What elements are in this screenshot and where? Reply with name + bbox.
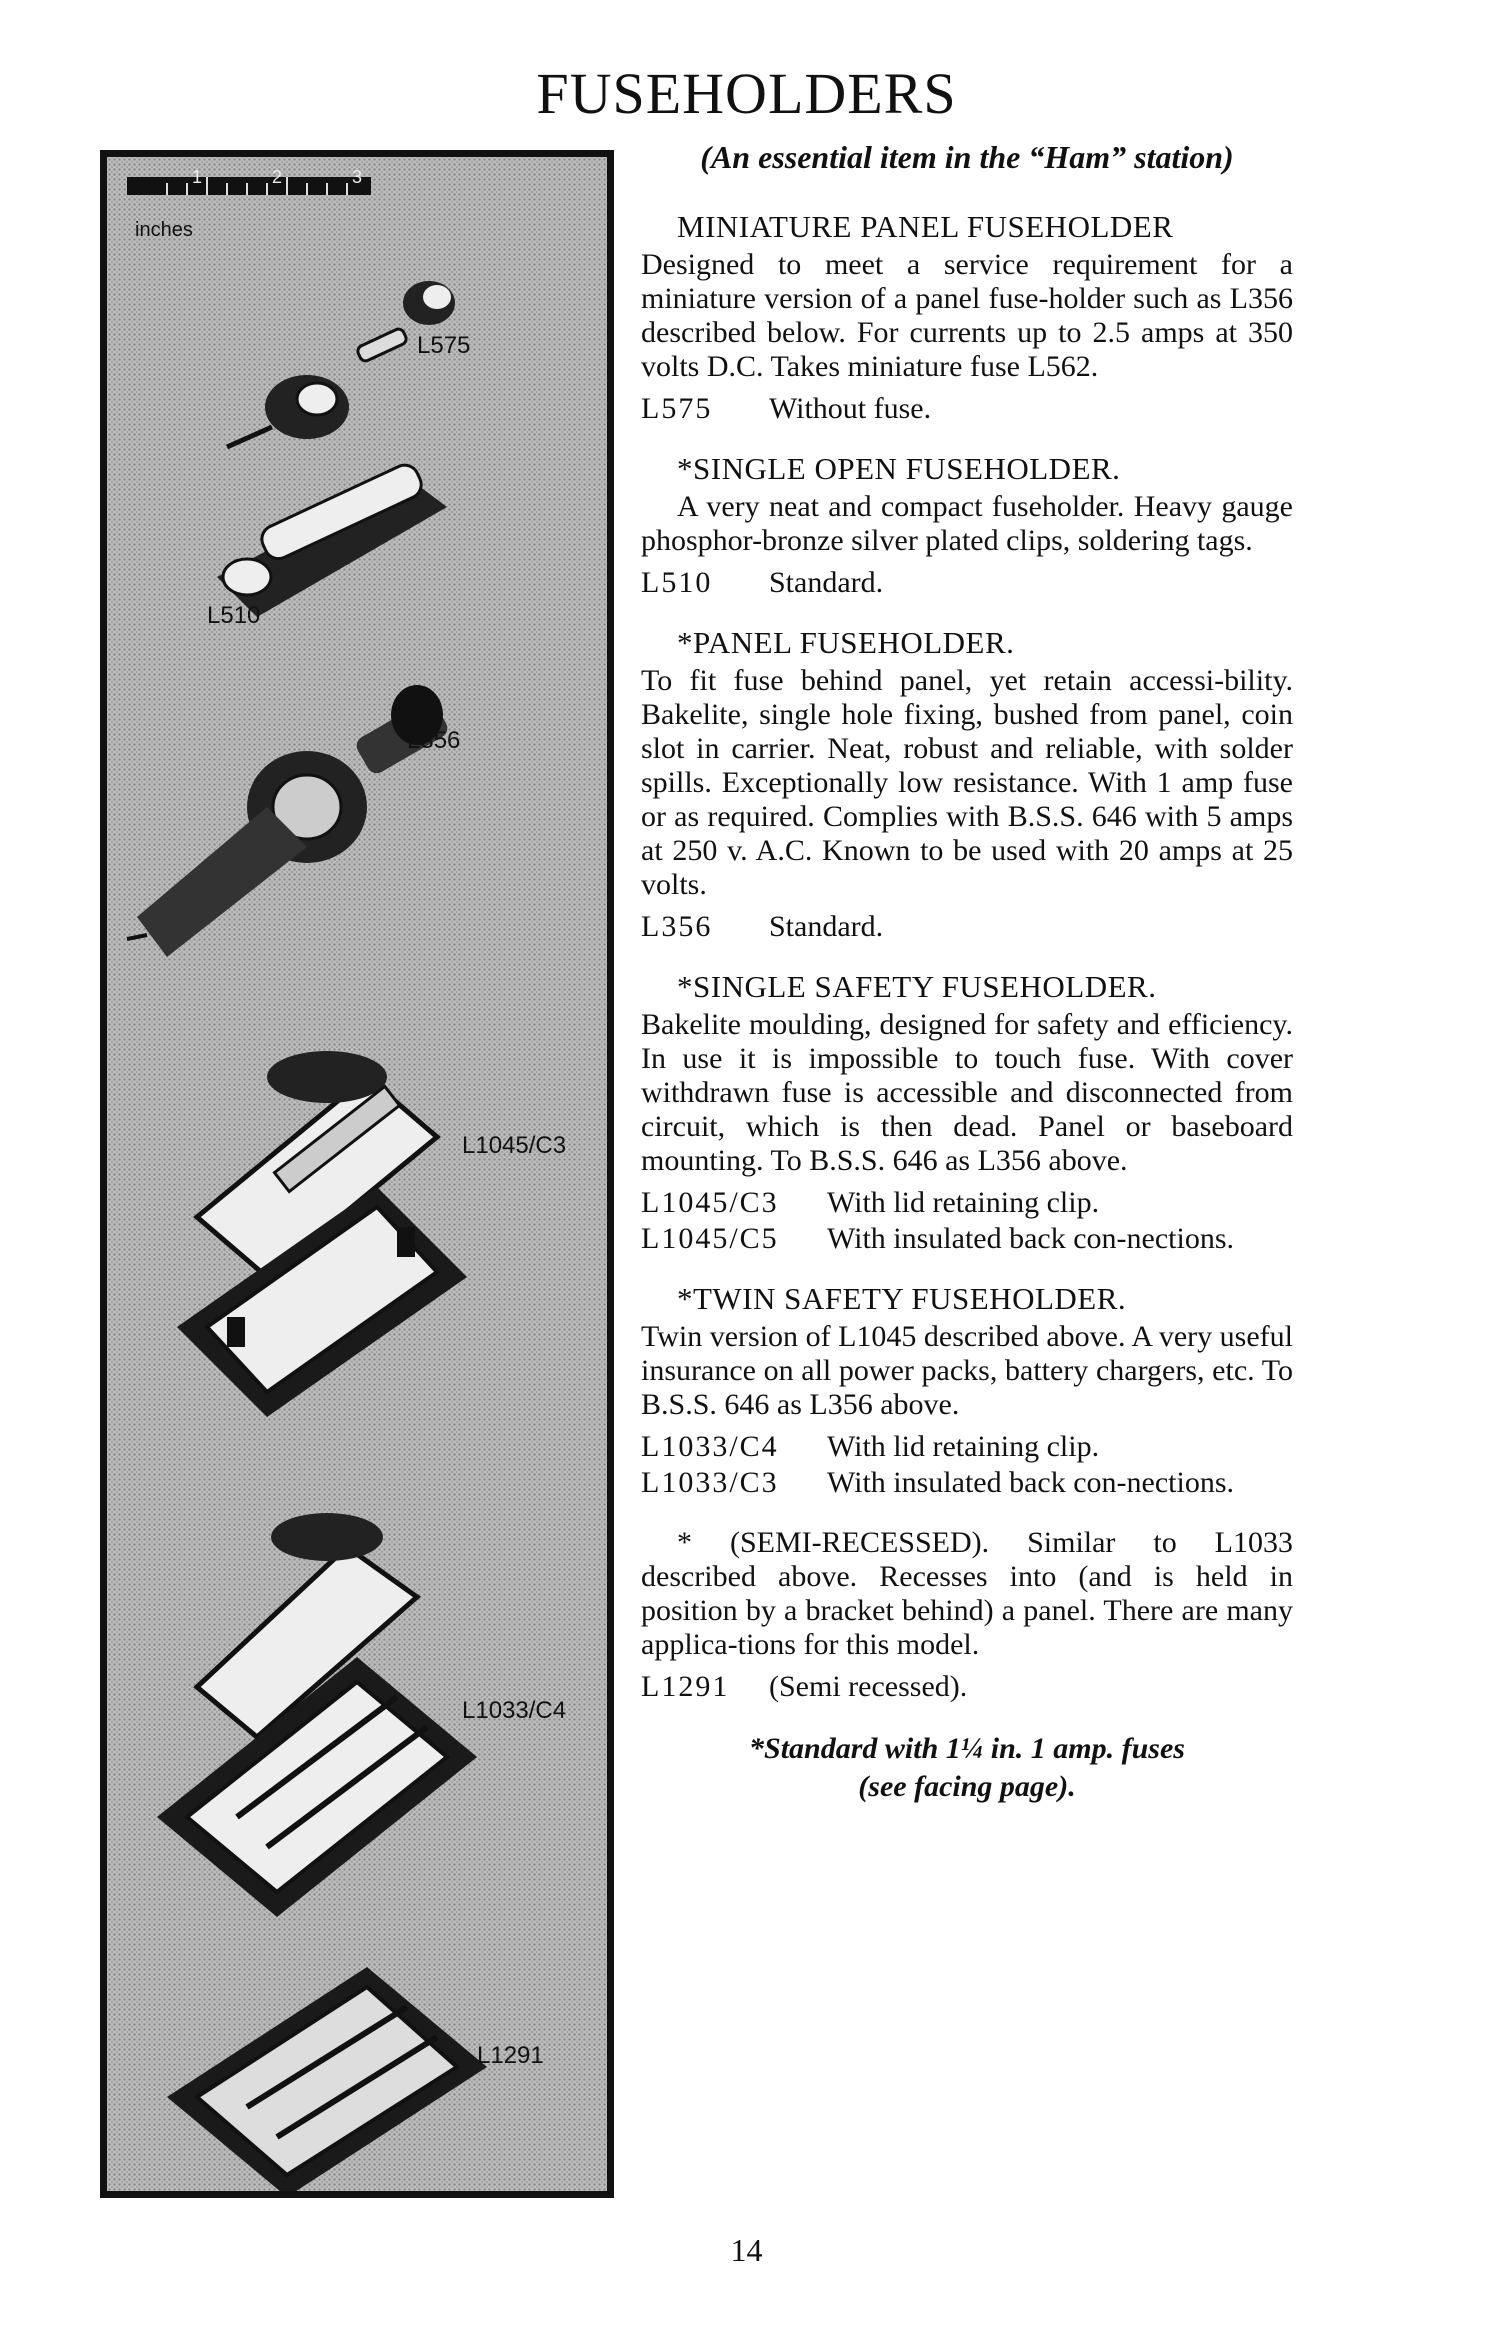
section-body: To fit fuse behind panel, yet retain accessi-bility. Bakelite, single hole fixing, bushed from panel, coin slot in carrier. Neat, robust and reliable, with solder spills. Exceptionally low resistance. With 1 amp fuse or as required. Complies with B.S.S. 646 with 5 amps at 250 v. A.C. Known to be used with 20 amps at 25 volts. <box>641 664 1293 901</box>
catalogue-item <box>641 1222 1293 1256</box>
label-l510: L510 <box>207 602 261 629</box>
item-description: Without fuse. <box>769 392 932 425</box>
l510-drawing <box>217 461 447 617</box>
text-column <box>641 140 1293 1806</box>
label-l356: L356 <box>407 727 461 754</box>
item-description: With lid retaining clip. <box>827 1186 1100 1219</box>
item-description: Standard. <box>769 910 884 943</box>
catalogue-item <box>641 566 1293 600</box>
section-panel <box>641 626 1293 944</box>
ruler-number-1: 1 <box>192 167 203 187</box>
section-title: *TWIN SAFETY FUSEHOLDER. <box>677 1281 1127 1316</box>
section-title: MINIATURE PANEL FUSEHOLDER <box>677 209 1174 244</box>
catalogue-item <box>641 1430 1293 1464</box>
catalogue-item <box>641 1670 1293 1704</box>
catalogue-item <box>641 1186 1293 1220</box>
page-number: 14 <box>730 2232 763 2268</box>
item-description: Standard. <box>769 566 884 599</box>
footnote-line-2: (see facing page). <box>858 1770 1076 1803</box>
section-body: Twin version of L1045 described above. A very useful insurance on all power packs, battery chargers, etc. To B.S.S. 646 as L356 above. <box>641 1320 1293 1421</box>
item-description: With insulated back con-nections. <box>827 1466 1235 1499</box>
item-code: L1033/C4 <box>641 1430 779 1463</box>
page-title: FUSEHOLDERS <box>536 61 957 126</box>
section-body: * (SEMI-RECESSED). Similar to L1033 described above. Recesses into (and is held in position by a bracket behind) a panel. There are many applica-tions for this model. <box>641 1526 1293 1661</box>
item-code: L1045/C5 <box>641 1222 779 1255</box>
catalogue-item <box>641 910 1293 944</box>
section-semi-recessed <box>641 1526 1293 1704</box>
item-description: With lid retaining clip. <box>827 1430 1100 1463</box>
label-l575: L575 <box>417 332 471 359</box>
label-l1045-c3: L1045/C3 <box>462 1132 567 1159</box>
item-description: With insulated back con-nections. <box>827 1222 1235 1255</box>
catalogue-item <box>641 392 1293 426</box>
ruler-label: inches <box>135 219 193 241</box>
section-single-open <box>641 452 1293 600</box>
section-title: *SINGLE OPEN FUSEHOLDER. <box>677 451 1121 486</box>
section-miniature-panel <box>641 210 1293 426</box>
section-title: *SINGLE SAFETY FUSEHOLDER. <box>677 969 1157 1004</box>
l575-drawing <box>227 281 455 447</box>
page-subtitle: (An essential item in the “Ham” station) <box>700 139 1234 175</box>
ruler-number-3: 3 <box>352 167 363 187</box>
section-title: *PANEL FUSEHOLDER. <box>677 625 1015 660</box>
product-illustration <box>100 150 614 2198</box>
footnote <box>641 1730 1293 1806</box>
l1045-drawing <box>177 1051 467 1417</box>
fuseholder-drawings <box>107 157 607 2191</box>
item-code: L356 <box>641 910 713 943</box>
footnote-line-1: *Standard with 1¼ in. 1 amp. fuses <box>749 1732 1185 1765</box>
item-code: L1045/C3 <box>641 1186 779 1219</box>
section-single-safety <box>641 970 1293 1256</box>
item-code: L575 <box>641 392 713 425</box>
section-body: Bakelite moulding, designed for safety and efficiency. In use it is impossible to touch fuse. With cover withdrawn fuse is accessible and disconnected from circuit, which is then dead. Panel or baseboard mounting. To B.S.S. 646 as L356 above. <box>641 1008 1293 1177</box>
inch-ruler <box>127 177 371 195</box>
label-l1291: L1291 <box>477 2042 544 2069</box>
catalogue-item <box>641 1466 1293 1500</box>
item-code: L1291 <box>641 1670 730 1703</box>
l356-drawing <box>127 685 451 957</box>
item-code: L1033/C3 <box>641 1466 779 1499</box>
item-description: (Semi recessed). <box>769 1670 968 1703</box>
ruler-number-2: 2 <box>272 167 283 187</box>
section-body: A very neat and compact fuseholder. Heavy gauge phosphor-bronze silver plated clips, soldering tags. <box>641 490 1293 557</box>
item-code: L510 <box>641 566 713 599</box>
section-body: Designed to meet a service requirement for a miniature version of a panel fuse-holder such as L356 described below. For currents up to 2.5 amps at 350 volts D.C. Takes miniature fuse L562. <box>641 248 1293 383</box>
l1291-drawing <box>167 1967 487 2191</box>
section-twin-safety <box>641 1282 1293 1500</box>
l1033-drawing <box>157 1513 477 1917</box>
label-l1033-c4: L1033/C4 <box>462 1697 567 1724</box>
